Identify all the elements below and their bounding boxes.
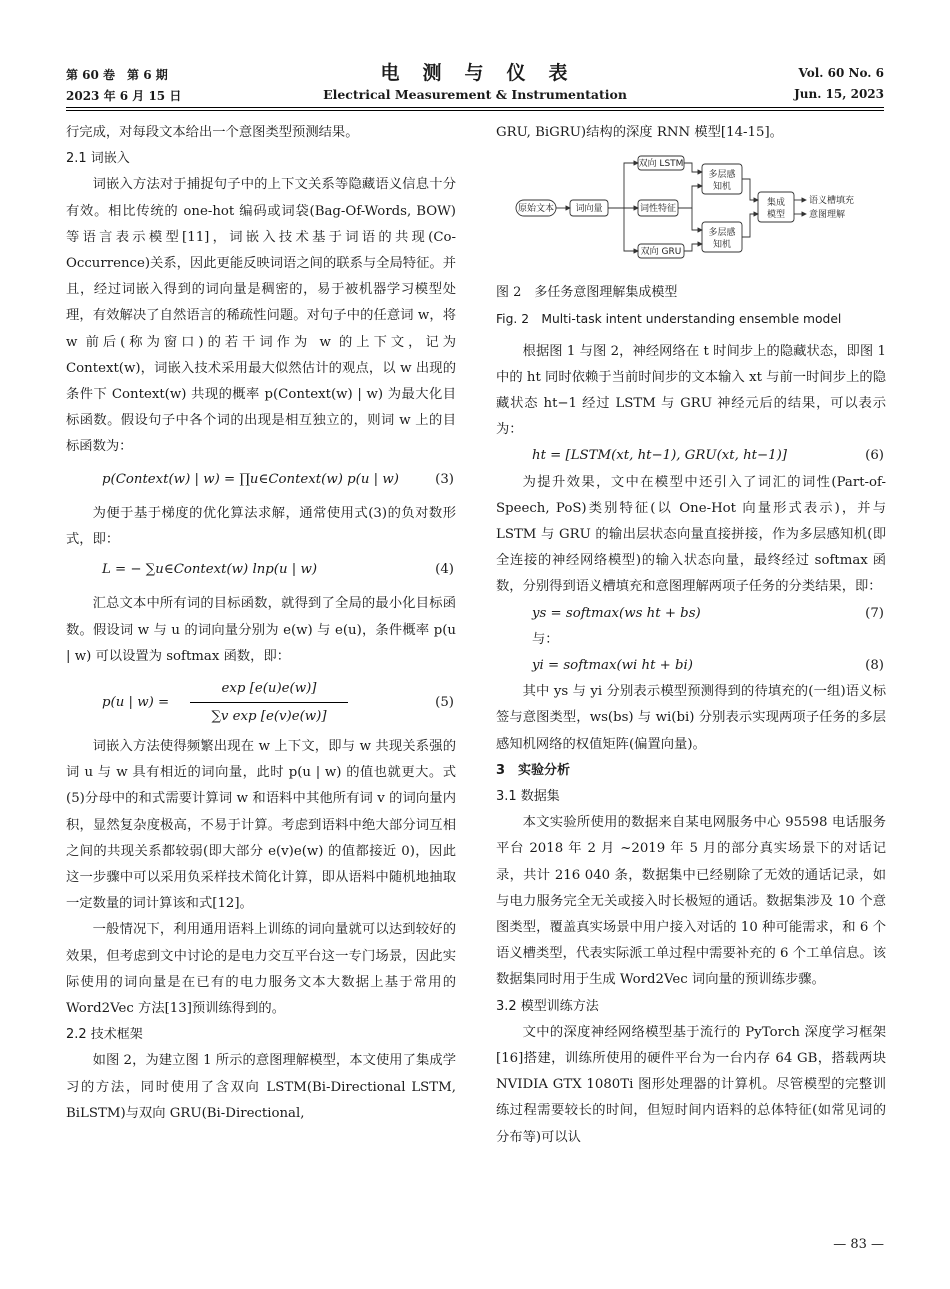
- journal-title-en: Electrical Measurement & Instrumentation: [323, 87, 627, 102]
- section-3-heading: [496, 758, 886, 784]
- equation-numerator: exp [e(u)e(w)]: [221, 681, 317, 697]
- equation-connector: [496, 627, 886, 653]
- left-column: [66, 120, 456, 1127]
- paragraph: 如图 2，为建立图 1 所示的意图理解模型，本文使用了集成学习的方法，同时使用了含双向 LSTM(Bi-Directional LSTM, BiLSTM)与双向 GRU(Bi-Directional,: [66, 1053, 456, 1121]
- ensemble-model-diagram: [496, 150, 886, 274]
- figure-caption-en: Fig. 2 Multi-task intent understanding ensemble model: [496, 312, 842, 327]
- node-mlp-1-label: 知机: [712, 182, 732, 193]
- connector-text: 与：: [532, 631, 559, 647]
- section-3-title: 3 实验分析: [496, 762, 571, 778]
- equation-number: (3): [435, 471, 454, 487]
- node-mlp-1-label: 多层感: [708, 170, 736, 181]
- right-column: [496, 120, 886, 1151]
- equation-4: [66, 557, 456, 583]
- equation-lhs: p(u | w) =: [102, 695, 170, 711]
- volume-issue-cn: 第 60 卷 第 6 期: [66, 68, 168, 82]
- date-cn: 2023 年 6 月 15 日: [66, 89, 182, 103]
- equation-body: ht = [LSTM(xt, ht−1), GRU(xt, ht−1)]: [532, 448, 787, 464]
- output-slot-filling: 语义槽填充: [809, 196, 855, 207]
- equation-denominator: ∑v exp [e(v)e(w)]: [211, 709, 327, 725]
- node-pos-label: 词性特征: [639, 204, 677, 215]
- paragraph: 其中 ys 与 yi 分别表示模型预测得到的待填充的(一组)语义标签与意图类型，ws(bs) 与 wi(bi) 分别表示实现两项子任务的多层感知机网络的权值矩阵(偏置向量)。: [496, 684, 886, 752]
- paragraph: 汇总文本中所有词的目标函数，就得到了全局的最小化目标函数。假设词 w 与 u 的词向量分别为 e(w) 与 e(u)，条件概率 p(u | w) 可以设置为 softmax 函数，即：: [66, 596, 456, 664]
- section-2-2-heading: 2.2 技术框架: [66, 1027, 143, 1043]
- section-3-1-heading: 3.1 数据集: [496, 789, 560, 804]
- node-raw-text-label: 原始文本: [517, 204, 555, 215]
- output-intent: 意图理解: [809, 210, 846, 221]
- node-bilstm-label: 双向 LSTM: [638, 159, 684, 170]
- volume-issue-en: Vol. 60 No. 6: [798, 66, 884, 80]
- equation-7: [496, 601, 886, 627]
- section-3-2-heading: 3.2 模型训练方法: [496, 998, 599, 1014]
- paragraph: 本文实验所使用的数据来自某电网服务中心 95598 电话服务平台 2018 年 2 月 ~2019 年 5 月的部分真实场景下的对话记录，共计 216 040 条，数据集中已经剔除了无效的通话记录，如与电力服务完全无关或接入时长极短的通话。数据集涉及 10 个意图类型，覆盖真实场景中用户接入对话的 10 种可能需求，和 6 个语义槽类型，代表实际派工单过程中需要补充的 6 个工单信息。该数据集同时用于生成 Word2Vec 词向量的预训练步骤。: [496, 815, 886, 988]
- header-rule-thin: [66, 110, 884, 111]
- equation-number: (8): [865, 658, 884, 673]
- figure-caption-cn: 图 2 多任务意图理解集成模型: [496, 285, 678, 301]
- paragraph: 词嵌入方法使得频繁出现在 w 上下文，即与 w 共现关系强的词 u 与 w 具有相近的词向量，此时 p(u | w) 的值也就更大。式(5)分母中的和式需要计算词 w 和语料中其他所有词 v 的词向量内积，显然复杂度极高，不易于计算。考虑到语料中绝大部分词互相之间的共现关系都较弱(即大部分 e(v)e(w) 的值都接近 0)，因此这一步骤中可以采用负采样技术简化计算，即从语料中随机地抽取一定数量的词计算该和式[12]。: [66, 739, 456, 912]
- node-bigru-label: 双向 GRU: [640, 247, 682, 258]
- node-ensemble-label: 集成: [766, 198, 786, 209]
- equation-number: (6): [865, 448, 884, 464]
- paragraph: 文中的深度神经网络模型基于流行的 PyTorch 深度学习框架[16]搭建，训练所使用的硬件平台为一台内存 64 GB，搭载两块 NVIDIA GTX 1080Ti 图形处理器的计算机。尽管模型的完整训练过程需要较长的时间，但短时间内语料的总体特征(如常见词的分布等)可以认: [496, 1024, 886, 1145]
- equation-5: [66, 676, 456, 730]
- header-rule: [66, 107, 884, 108]
- equation-body: L = − ∑u∈Context(w) lnp(u | w): [102, 562, 318, 578]
- equation-8: [496, 653, 886, 679]
- equation-number: (4): [435, 562, 454, 578]
- fraction-bar: [190, 702, 348, 703]
- node-ensemble-label: 模型: [766, 210, 786, 221]
- date-en: Jun. 15, 2023: [794, 87, 884, 101]
- journal-title-cn: 电 测 与 仪 表: [380, 62, 570, 84]
- equation-body: ys = softmax(ws ht + bs): [532, 605, 701, 621]
- page-number: — 83 —: [833, 1237, 884, 1252]
- paragraph: GRU, BiGRU)结构的深度 RNN 模型[14-15]。: [496, 125, 783, 140]
- equation-6: [496, 443, 886, 469]
- paragraph: 词嵌入方法对于捕捉句子中的上下文关系等隐藏语义信息十分有效。相比传统的 one-hot 编码或词袋(Bag-Of-Words, BOW)等语言表示模型[11]，词嵌入技术基于词语的共现(Co-Occurrence)关系，因此更能反映词语之间的联系与全局特征。并且，经过词嵌入得到的词向量是稠密的，易于被机器学习模型处理，有效解决了自然语言的稀疏性问题。对句子中的任意词 w，将 w 前后(称为窗口)的若干词作为 w 的上下文，记为 Context(w)，词嵌入技术采用最大似然估计的观点，以 w 出现的条件下 Context(w) 共现的概率 p(Context(w) | w) 为最大化目标函数。假设句子中各个词的出现是相互独立的，则词 w 上的目标函数为：: [66, 177, 456, 455]
- paragraph: 根据图 1 与图 2，神经网络在 t 时间步上的隐藏状态，即图 1 中的 ht 同时依赖于当前时间步的文本输入 xt 与前一时间步上的隐藏状态 ht−1 经过 LSTM 与 GRU 神经元后的结果，可以表示为：: [496, 343, 886, 438]
- node-word-vector-label: 词向量: [575, 204, 603, 215]
- node-mlp-2-label: 知机: [712, 240, 732, 251]
- paragraph: 一般情况下，利用通用语料上训练的词向量就可以达到较好的效果，但考虑到文中讨论的是电力交互平台这一专门场景，因此实际使用的词向量是在已有的电力服务文本大数据上基于常用的 Word2Vec 方法[13]预训练得到的。: [66, 922, 456, 1017]
- equation-3: [66, 467, 456, 493]
- equation-number: (7): [865, 605, 884, 621]
- figure-2: [496, 150, 886, 274]
- section-2-1-heading: 2.1 词嵌入: [66, 151, 130, 167]
- paragraph: 为便于基于梯度的优化算法求解，通常使用式(3)的负对数形式，即：: [66, 505, 456, 548]
- equation-body: yi = softmax(wi ht + bi): [532, 658, 693, 673]
- node-mlp-2-label: 多层感: [708, 228, 736, 239]
- paragraph: 行完成，对每段文本给出一个意图类型预测结果。: [66, 125, 359, 140]
- equation-body: p(Context(w) | w) = ∏u∈Context(w) p(u | w): [102, 471, 399, 487]
- paragraph: 为提升效果，文中在模型中还引入了词汇的词性(Part-of-Speech, PoS)类别特征(以 One-Hot 向量形式表示)，并与 LSTM 与 GRU 的输出层状态向量直接拼接，作为多层感知机(即全连接的神经网络模型)的输入状态向量，最终经过 softmax 函数，分别得到语义槽填充和意图理解两项子任务的分类结果，即：: [496, 474, 886, 595]
- equation-number: (5): [435, 695, 454, 711]
